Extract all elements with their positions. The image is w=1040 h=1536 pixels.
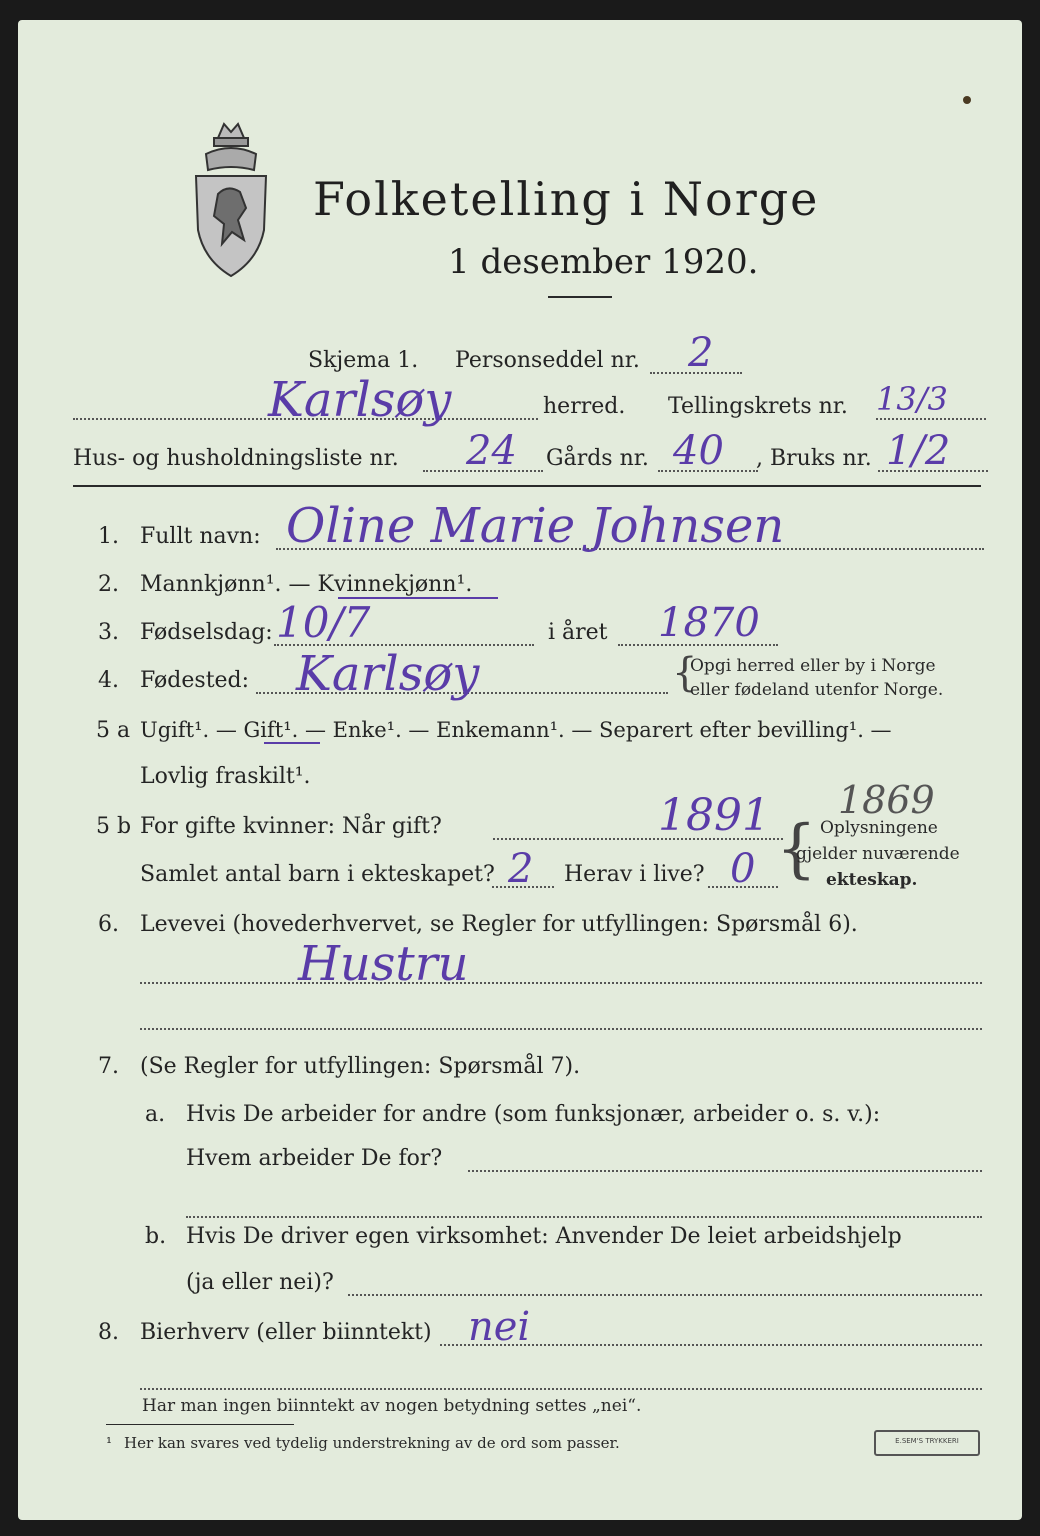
q4-number: 4.: [98, 668, 119, 693]
tellingskrets-line: [876, 418, 986, 420]
q2-label: Mannkjønn¹. — Kvinnekjønn¹.: [140, 572, 473, 597]
q7a-line-1: Hvis De arbeider for andre (som funksjonær, arbeider o. s. v.):: [186, 1102, 881, 1127]
footer-note: Har man ingen biinntekt av nogen betydning settes „nei“.: [142, 1396, 642, 1416]
q4-brace: {: [672, 650, 698, 696]
q6-line-2: [140, 1028, 982, 1030]
q6-label: Levevei (hovederhvervet, se Regler for utfyllingen: Spørsmål 6).: [140, 912, 858, 937]
footer-divider: [106, 1424, 294, 1425]
q4-note-2: eller fødeland utenfor Norge.: [690, 680, 944, 700]
q7b-line-2: (ja eller nei)?: [186, 1270, 334, 1295]
footnote-mark: ¹: [106, 1434, 113, 1452]
title-divider: [548, 296, 612, 298]
q5b-label-2: Samlet antal barn i ekteskapet?: [140, 862, 495, 887]
q7b-line: [348, 1294, 982, 1296]
q5b-value-3: 0: [730, 846, 756, 892]
q5b-label-1: For gifte kvinner: Når gift?: [140, 814, 442, 839]
q7-label: (Se Regler for utfyllingen: Spørsmål 7).: [140, 1054, 581, 1079]
printer-stamp: [874, 1430, 980, 1456]
q2-number: 2.: [98, 572, 119, 597]
hus-label: Hus- og husholdningsliste nr.: [73, 446, 399, 471]
q5b-margin-note: 1869: [838, 778, 935, 822]
q6-line-1: [140, 982, 982, 984]
q5a-line-1: Ugift¹. — Gift¹. — Enke¹. — Enkemann¹. — Separert efter bevilling¹. —: [140, 718, 892, 742]
tellingskrets-label: Tellingskrets nr.: [668, 394, 848, 419]
q7a-line-2: Hvem arbeider De for?: [186, 1146, 443, 1171]
q3-year-label: i året: [548, 620, 608, 645]
herred-label: herred.: [543, 394, 626, 419]
q7b-line-1: Hvis De driver egen virksomhet: Anvender De leiet arbeidshjelp: [186, 1224, 902, 1249]
q5b-value-2: 2: [508, 846, 534, 892]
gift-underline: [264, 742, 320, 744]
hus-value: 24: [466, 428, 517, 474]
form-title: Folketelling i Norge: [313, 172, 820, 226]
q4-value: Karlsøy: [296, 646, 480, 702]
bruks-label: , Bruks nr.: [756, 446, 872, 471]
personseddel-value: 2: [688, 330, 714, 376]
section-divider: [73, 485, 981, 487]
q5b-note-3: ekteskap.: [826, 870, 918, 890]
q1-label: Fullt navn:: [140, 524, 261, 549]
q5a-number: 5 a: [96, 718, 131, 743]
q5b-value-1: 1891: [658, 790, 770, 841]
q5b-number: 5 b: [96, 814, 132, 839]
q3-label: Fødselsdag:: [140, 620, 273, 645]
q5b-note-2: gjelder nuværende: [796, 844, 960, 864]
q3-year-value: 1870: [658, 600, 760, 646]
footnote: Her kan svares ved tydelig understrekning av de ord som passer.: [124, 1434, 620, 1452]
q6-number: 6.: [98, 912, 119, 937]
q8-value: nei: [468, 1304, 531, 1350]
q3-number: 3.: [98, 620, 119, 645]
census-form: [18, 20, 1022, 1520]
bruks-value: 1/2: [886, 428, 951, 474]
q4-label: Fødested:: [140, 668, 250, 693]
census-date: 1 desember 1920.: [448, 242, 759, 282]
gards-label: Gårds nr.: [546, 446, 649, 471]
ink-spot: [963, 96, 971, 104]
q5a-line-2: Lovlig fraskilt¹.: [140, 764, 311, 789]
printer-stamp-text: E.SEM'S TRYKKERI: [895, 1437, 959, 1445]
q1-number: 1.: [98, 524, 119, 549]
q8-line-extra: [140, 1388, 982, 1390]
gards-value: 40: [673, 428, 724, 474]
q8-label: Bierhverv (eller biinntekt): [140, 1320, 432, 1345]
q5b-label-3: Herav i live?: [564, 862, 705, 887]
q5b-brace: {: [776, 812, 817, 886]
q7b-letter: b.: [145, 1224, 167, 1249]
q3-value: 10/7: [276, 598, 371, 647]
skjema-label: Skjema 1.: [308, 348, 419, 373]
q5b-note-1: Oplysningene: [820, 818, 938, 838]
q1-value: Oline Marie Johnsen: [286, 498, 785, 554]
q7a-letter: a.: [145, 1102, 166, 1127]
q8-number: 8.: [98, 1320, 119, 1345]
q7a-line-extra: [186, 1216, 982, 1218]
coat-of-arms-icon: [188, 120, 274, 280]
q7-number: 7.: [98, 1054, 119, 1079]
personseddel-label: Personseddel nr.: [455, 348, 640, 373]
tellingskrets-value: 13/3: [876, 380, 948, 418]
q6-value: Hustru: [298, 936, 469, 992]
herred-value: Karlsøy: [268, 372, 452, 428]
q4-note-1: Opgi herred eller by i Norge: [690, 656, 936, 676]
q7a-line: [468, 1170, 982, 1172]
